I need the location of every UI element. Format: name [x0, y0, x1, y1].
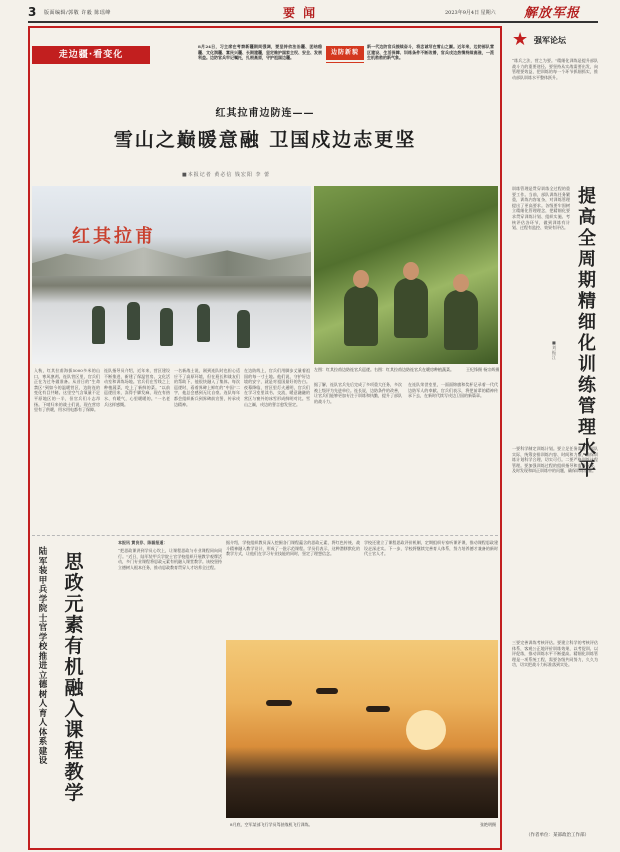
snow-patrol-photo	[32, 186, 311, 364]
forum-body: 三要完善训练考核评估。要建立科学的考核评估体系，客观公正地评价训练效果，以考促训、以评促练，推动训练水平不断提高。精细化训练管理是一项系统工程，需要各级共同努力，久久为功，切实把战斗力标准落到实处。	[512, 640, 598, 668]
helicopter-icon	[316, 688, 338, 694]
feature-intro-left: 8月24日，习主席在考察新疆期间强调，要坚持依法治疆、团结稳疆、文化润疆、富民兴疆、长期建疆，坚定维护国家主权、安全、发展利益。边防官兵牢记嘱托，扎根高原，守护祖国边疆。	[198, 44, 322, 61]
mountain-shape	[32, 244, 311, 276]
article-column: 据了解，连队官兵先后完成了多项重大任务，多次被上级评为先进单位。连长说，边防条件的改善，让官兵们能够更加专注于训练和执勤，提升了部队的战斗力。	[314, 382, 402, 404]
soldier-figure	[237, 310, 250, 348]
feature-badge: 边防新貌	[326, 46, 364, 60]
helicopter-icon	[366, 706, 390, 712]
sun-shape	[406, 710, 446, 750]
soldier-figure	[127, 302, 140, 340]
soldier-face	[403, 262, 419, 280]
bottom-photo-caption-text: 8月底，空军某部飞行学员驾驶战机飞行训练。	[230, 822, 313, 827]
section-divider	[32, 535, 498, 536]
story2-byline: 本报讯 黄良存、陈磊报道：	[118, 540, 168, 545]
forum-badge-label: 强军论坛	[534, 36, 566, 45]
greenhouse-photo	[314, 186, 498, 364]
forum-badge	[512, 30, 600, 50]
header-rule	[28, 21, 598, 23]
article-column: 学校还建立了课程思政评价机制，定期组织专家听课评课，推动课程思政建设走深走实。下一步，学校将继续完善育人体系，努力培养德才兼备的新时代士官人才。	[364, 540, 498, 557]
forum-body: 训练管理是贯穿训练全过程的重要工作。当前，部队训练任务繁重，训练内容复杂，对训练管理提出了更高要求。各级要牢固树立精细化管理理念，把精细化要求贯穿训练计划、组织实施、考核评估各环节，做到训练有计划、过程有监控、效果有评估。	[512, 186, 570, 231]
article-column: 连队指导员介绍，近年来，营区建设不断推进，新建了保温营房、文化活动室和训练场地。官兵们在雪线之上种植蔬菜，吃上了新鲜的菜。“以前巡逻回来，冻得手脚发麻，现在有热水、有暖气，心里暖暖的。”一名老兵这样感慨。	[104, 368, 170, 407]
soldier-figure	[444, 290, 478, 350]
forum-author: ■刘振江	[552, 340, 556, 360]
photo-banner-text: 红其拉甫	[72, 226, 156, 247]
article-column: 入秋，红其拉甫海拔5000多米的山口，寒风凛冽。连队营区里，官兵们正在为过冬做准备。从昔日的“生命禁区”到如今的温暖营区，边防连的变化有目共睹。这里空气含氧量不足平原地区的一半，但官兵们斗志昂扬。下哨归来的战士们说，现在营房里有了供暖，用水用电都有了保障。	[34, 368, 100, 413]
badge-underline	[326, 62, 364, 63]
section-name: 要 闻	[283, 6, 318, 20]
article-column: 据介绍，学校组织教员深入挖掘各门课程蕴含的思政元素，将红色传统、战斗精神融入教学设计，形成了一批示范课程。学员们表示，这种潜移默化的教学方式，让他们在学习专业技能的同时，坚定了理想信念。	[226, 540, 360, 557]
soldier-figure	[344, 286, 378, 346]
newspaper-logo: 解放军报	[524, 6, 581, 21]
issue-date: 2023年9月4日 星期六	[445, 10, 496, 16]
feature-kicker: 走边疆·看变化	[32, 46, 150, 64]
forum-author-unit: （作者单位：某部政治工作部）	[526, 833, 589, 838]
soldier-figure	[92, 306, 105, 344]
forum-intro: “练兵之法，营之为要。”精细化训练是提升部队战斗力的重要途径。要坚持从实战需要出发，向管理要效益，把训练的每一个环节抓细抓实，推动部队训练水平整体跃升。	[512, 58, 598, 80]
soldier-face	[453, 274, 469, 292]
soldier-figure	[160, 308, 173, 346]
article-column: 一名新战士说，刚到连队时也担心适应不了高原环境，但在班长和战友们的帮助下，他很快融入了集体。每次巡逻时，看着界碑上鲜红的“中国”二字，他总会感到无比自豪。连队每年都会组织新兵到界碑前宣誓，传承戍边精神。	[174, 368, 240, 407]
feature-subtitle: 红其拉甫边防连——	[215, 108, 315, 119]
soldier-figure	[197, 304, 210, 342]
bottom-photo-credit: 张艳明摄	[480, 822, 496, 827]
photo-caption: 左图：红其拉甫边防连官兵巡逻。右图：红其拉甫边防连官兵在暖房种植蔬菜。	[314, 367, 454, 372]
page-number: 3	[28, 5, 37, 19]
bottom-photo-caption	[230, 822, 496, 828]
story2-side-title: 陆军装甲兵学院士官学校推进立德树人育人体系建设	[38, 547, 48, 766]
photo-credit: 王纪锋摄 杨宗辉摄	[466, 367, 500, 372]
feature-byline: ■本报记者 黄必信 钱宏阳 李 蕾	[182, 172, 271, 178]
page-header	[0, 0, 620, 22]
story2-title: 思政元素有机融入课程教学	[64, 551, 84, 804]
forum-title: 提高全周期精细化训练管理水平	[578, 186, 596, 480]
feature-title: 雪山之巅暖意融 卫国戍边志更坚	[113, 129, 417, 151]
soldier-figure	[394, 278, 428, 338]
page-editors: 版面编辑/郭敬 许毅 陈瑶峰	[44, 10, 111, 16]
feature-intro-right: 新一代边防官兵接续奋斗，将忠诚写在雪山之巅。近年来，边防部队营区建设、生活保障、训练条件不断改善，官兵戍边热情持续高涨，一派生机勃勃的新气象。	[367, 44, 494, 61]
sunset-helicopter-photo	[226, 640, 498, 818]
article-column: 在边防线上，官兵们用脚步丈量着祖国的每一寸土地。他们说，守护好边境的安宁，就是对祖国最好的告白。夜幕降临，营区里灯火通明，官兵们在学习室里读书、交流，暖意融融的营区与窗外的冰雪形成鲜明对比。雪山之巅，戍边的誓言愈发坚定。	[244, 368, 310, 407]
article-column: “把思政课讲到学员心坎上，让课程思政与专业课程同向同行。”近日，陆军装甲兵学院士官学校组织开展教学观摩活动，多门专业课程将思政元素有机融入课堂教学。该校坚持立德树人根本任务，推动思政教育贯穿人才培养全过程。	[118, 548, 222, 570]
soldier-face	[353, 270, 369, 288]
star-icon: ★	[512, 29, 529, 50]
helicopter-icon	[266, 700, 292, 706]
forum-body: 一要科学制定训练计划。要立足任务需要和部队实际，统筹安排训练内容、时间和力量，确保训练计划科学合理、切实可行。二要严格训练过程管理。要加强训练过程的组织指导和监督检查，及时发现和纠正训练中的问题，确保训练质量。	[512, 446, 598, 474]
article-column: 在连队荣誉室里，一面面锦旗和奖杯记录着一代代边防军人的奉献。官兵们表示，将把前辈的精神传承下去，在新时代续写戍边卫国的新篇章。	[408, 382, 498, 399]
